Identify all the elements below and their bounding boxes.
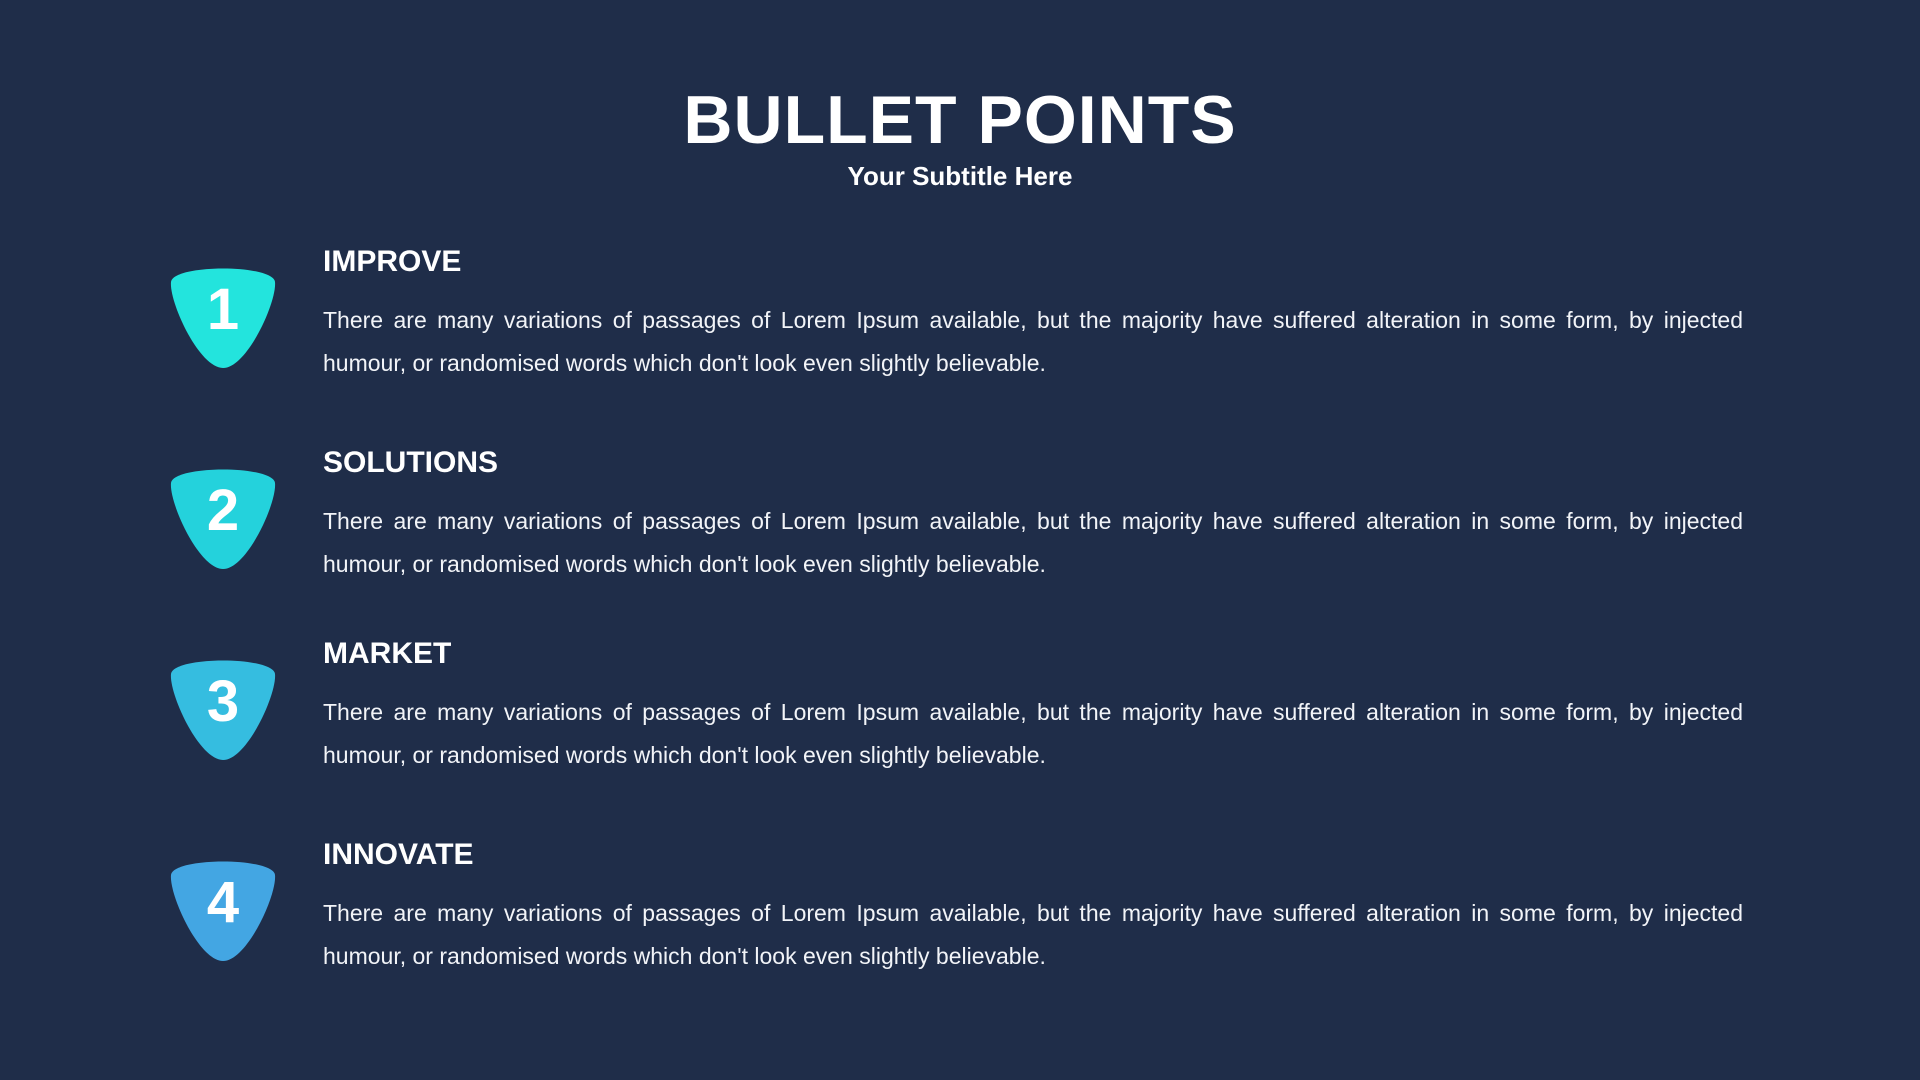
slide-subtitle: Your Subtitle Here — [847, 161, 1073, 191]
bullet-item-innovate — [0, 837, 1920, 987]
bullet-item-improve — [0, 244, 1920, 394]
slide-title: BULLET POINTS — [683, 82, 1237, 158]
number-badge — [163, 853, 283, 965]
number-badge — [163, 652, 283, 764]
badge-number: 3 — [206, 669, 240, 734]
badge-number: 1 — [206, 277, 240, 342]
item-text: There are many variations of passages of Lorem Ipsum available, but the majority have suffered alteration in some form, by injected humour, or randomised words which don't look even slightly believable. — [323, 900, 1743, 969]
item-heading: IMPROVE — [323, 245, 462, 278]
number-badge — [163, 461, 283, 573]
bullet-item-market — [0, 636, 1920, 786]
item-heading: INNOVATE — [323, 838, 474, 871]
item-heading: SOLUTIONS — [323, 446, 499, 479]
badge-number: 2 — [206, 478, 240, 543]
item-heading: MARKET — [323, 637, 452, 670]
badge-number: 4 — [206, 870, 240, 935]
number-badge — [163, 260, 283, 372]
item-text: There are many variations of passages of Lorem Ipsum available, but the majority have suffered alteration in some form, by injected humour, or randomised words which don't look even slightly believable. — [323, 699, 1743, 768]
item-text: There are many variations of passages of Lorem Ipsum available, but the majority have suffered alteration in some form, by injected humour, or randomised words which don't look even slightly believable. — [323, 508, 1743, 577]
bullet-item-solutions — [0, 445, 1920, 595]
item-text: There are many variations of passages of Lorem Ipsum available, but the majority have suffered alteration in some form, by injected humour, or randomised words which don't look even slightly believable. — [323, 307, 1743, 376]
